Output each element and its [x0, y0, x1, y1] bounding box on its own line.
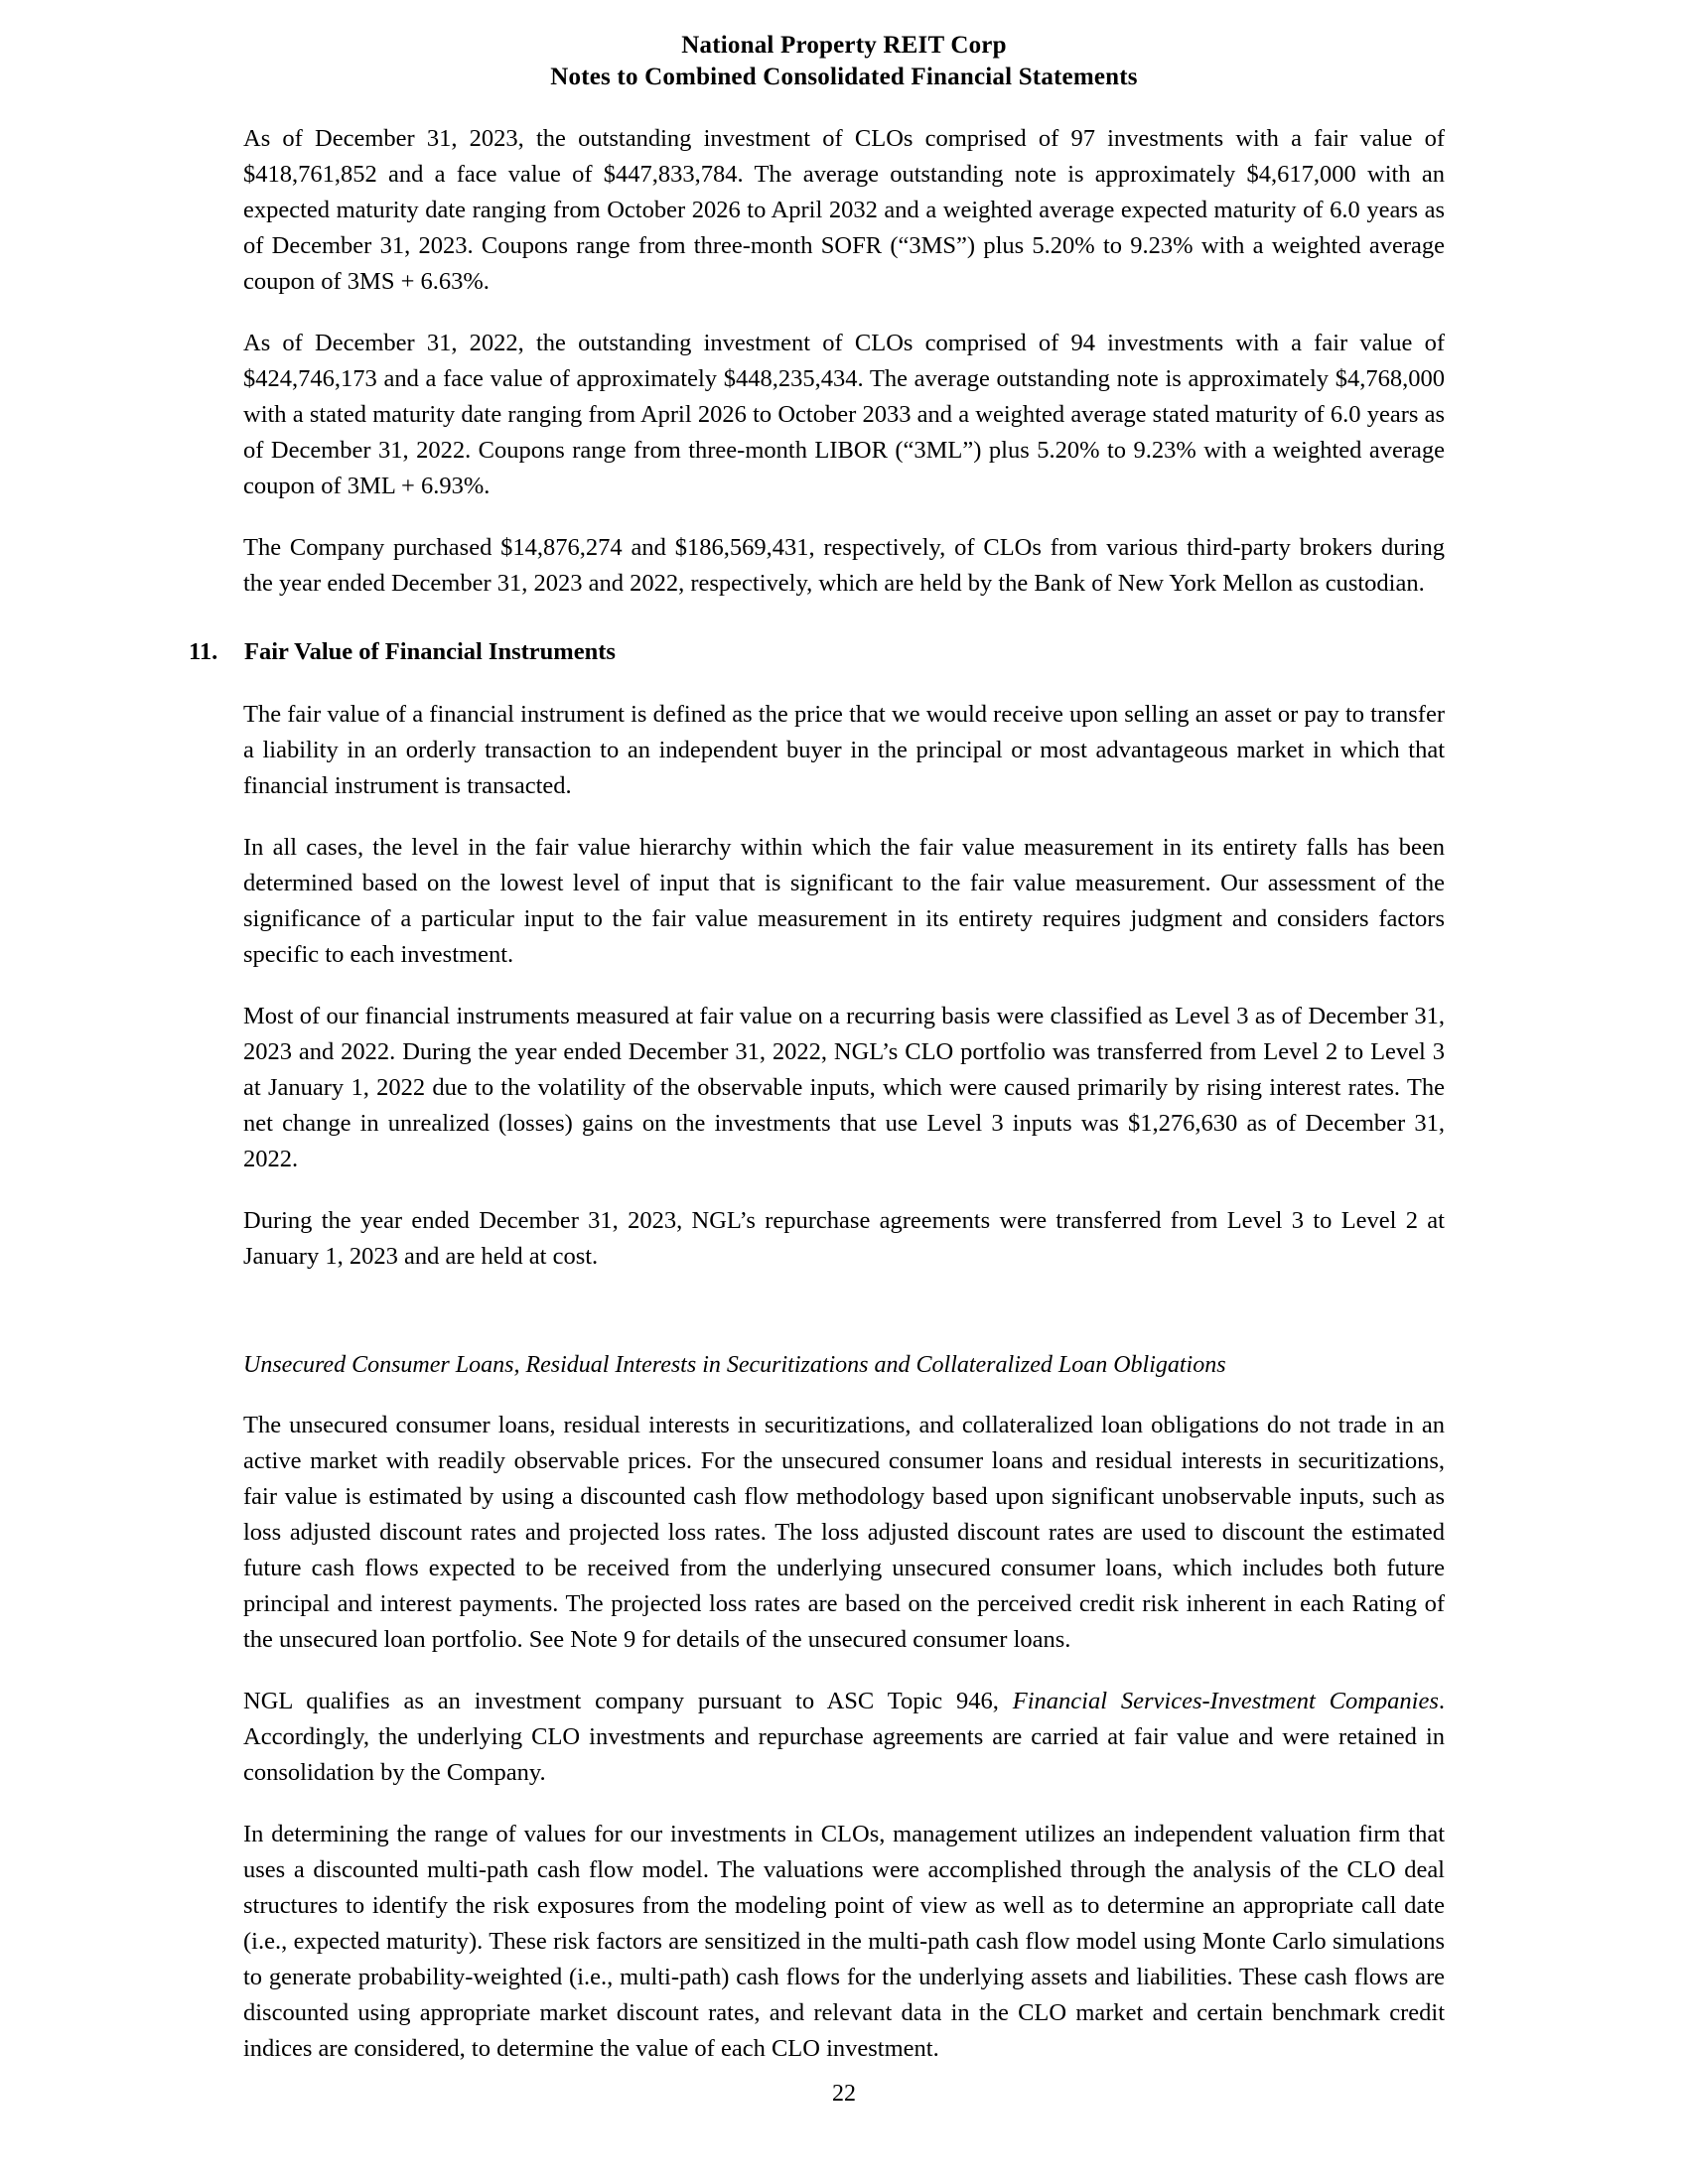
- paragraph-ngl-text-before: NGL qualifies as an investment company pursuant to ASC Topic 946,: [243, 1688, 1013, 1714]
- page-number: 22: [832, 2081, 856, 2107]
- section-title: Fair Value of Financial Instruments: [244, 638, 616, 665]
- paragraph-level-three-classification: Most of our financial instruments measured at fair value on a recurring basis were classified as Level 3 as of December 31, 2023 and 2022. During the year ended December 31, 2022, NGL’s CLO portfolio was transferred from Level 2 to Level 3 at January 1, 2022 due to the volatility of the observable inputs, which were caused primarily by rising interest rates. The net change in unrealized (losses) gains on the investments that use Level 3 inputs was $1,276,630 as of December 31, 2022.: [243, 1003, 1445, 1172]
- section-number: 11.: [189, 638, 218, 665]
- body-section-unsecured-loans: [243, 1408, 1445, 2067]
- header-company-name: National Property REIT Corp: [681, 32, 1007, 59]
- paragraph-unsecured-loans-valuation: The unsecured consumer loans, residual interests in securitizations, and collateralized loan obligations do not trade in an active market with readily observable prices. For the unsecured consumer loans and residual interests in securitizations, fair value is estimated by using a discounted cash flow methodology based upon significant unobservable inputs, such as loss adjusted discount rates and projected loss rates. The loss adjusted discount rates are used to discount the estimated future cash flows expected to be received from the underlying unsecured consumer loans, which includes both future principal and interest payments. The projected loss rates are based on the perceived credit risk inherent in each Rating of the unsecured loan portfolio. See Note 9 for details of the unsecured consumer loans.: [243, 1412, 1445, 1653]
- subheading-unsecured-consumer-loans: Unsecured Consumer Loans, Residual Interests in Securitizations and Collateralized Loan Obligations: [243, 1352, 1226, 1378]
- paragraph-hierarchy-level: In all cases, the level in the fair value hierarchy within which the fair value measurement in its entirety falls has been determined based on the lowest level of input that is significant to the fair value measurement. Our assessment of the significance of a particular input to the fair value measurement in its entirety requires judgment and considers factors specific to each investment.: [243, 834, 1445, 968]
- paragraph-ngl-investment-company: [243, 1684, 1445, 1791]
- paragraph-clo-2022: As of December 31, 2022, the outstanding investment of CLOs comprised of 94 investments with a fair value of $424,746,173 and a face value of approximately $448,235,434. The average outstanding note is approximately $4,768,000 with a stated maturity date ranging from April 2026 to October 2033 and a weighted average stated maturity of 6.0 years as of December 31, 2022. Coupons range from three-month LIBOR (“3ML”) plus 5.20% to 9.23% with a weighted average coupon of 3ML + 6.93%.: [243, 330, 1445, 499]
- section-heading-fair-value: [189, 635, 1445, 669]
- body-section-fair-value: [243, 697, 1445, 1275]
- header-document-subtitle: Notes to Combined Consolidated Financial Statements: [550, 64, 1138, 90]
- paragraph-ngl-text-after: . Accordingly, the underlying CLO investments and repurchase agreements are carried at fair value and were retained in consolidation by the Company.: [243, 1688, 1445, 1786]
- body-section-clo-2023: [243, 121, 1445, 602]
- paragraph-ngl-italic-citation: Financial Services-Investment Companies: [1012, 1688, 1439, 1714]
- paragraph-clo-valuation-model: In determining the range of values for our investments in CLOs, management utilizes an independent valuation firm that uses a discounted multi-path cash flow model. The valuations were accomplished through the analysis of the CLO deal structures to identify the risk exposures from the modeling point of view as well as to determine an appropriate call date (i.e., expected maturity). These risk factors are sensitized in the multi-path cash flow model using Monte Carlo simulations to generate probability-weighted (i.e., multi-path) cash flows for the underlying assets and liabilities. These cash flows are discounted using appropriate market discount rates, and relevant data in the CLO market and certain benchmark credit indices are considered, to determine the value of each CLO investment.: [243, 1821, 1445, 2062]
- paragraph-repurchase-transfer: During the year ended December 31, 2023, NGL’s repurchase agreements were transferred from Level 3 to Level 2 at January 1, 2023 and are held at cost.: [243, 1207, 1445, 1270]
- paragraph-clo-purchases: The Company purchased $14,876,274 and $186,569,431, respectively, of CLOs from various third-party brokers during the year ended December 31, 2023 and 2022, respectively, which are held by the Bank of New York Mellon as custodian.: [243, 534, 1445, 597]
- paragraph-clo-2023: As of December 31, 2023, the outstanding investment of CLOs comprised of 97 investments with a fair value of $418,761,852 and a face value of $447,833,784. The average outstanding note is approximately $4,617,000 with an expected maturity date ranging from October 2026 to April 2032 and a weighted average expected maturity of 6.0 years as of December 31, 2023. Coupons range from three-month SOFR (“3MS”) plus 5.20% to 9.23% with a weighted average coupon of 3MS + 6.63%.: [243, 125, 1445, 295]
- page-header: [0, 30, 1688, 93]
- paragraph-fair-value-definition: The fair value of a financial instrument is defined as the price that we would receive upon selling an asset or pay to transfer a liability in an orderly transaction to an independent buyer in the principal or most advantageous market in which that financial instrument is transacted.: [243, 701, 1445, 799]
